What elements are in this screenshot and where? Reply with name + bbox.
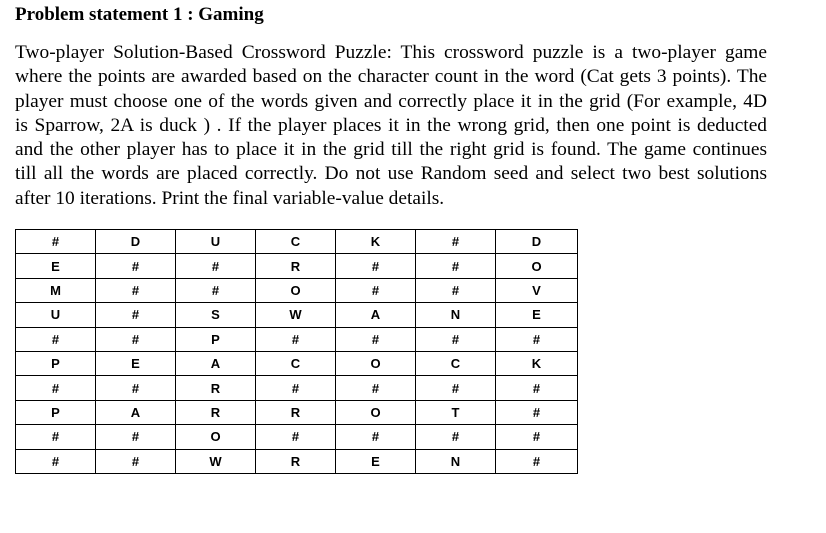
description-line: till all the words are placed correctly. Do not use Random seed and select two best solutions bbox=[15, 163, 767, 185]
grid-cell: V bbox=[496, 278, 578, 302]
grid-cell: # bbox=[96, 327, 176, 351]
grid-cell: # bbox=[496, 400, 578, 424]
grid-cell: N bbox=[416, 449, 496, 473]
grid-cell: C bbox=[256, 230, 336, 254]
grid-cell: # bbox=[496, 376, 578, 400]
crossword-grid bbox=[15, 229, 578, 474]
grid-cell: R bbox=[176, 400, 256, 424]
grid-cell: O bbox=[256, 278, 336, 302]
grid-cell: # bbox=[496, 449, 578, 473]
problem-description bbox=[15, 41, 767, 211]
grid-cell: A bbox=[176, 351, 256, 375]
grid-row bbox=[16, 351, 578, 375]
grid-cell: # bbox=[256, 376, 336, 400]
grid-cell: # bbox=[416, 376, 496, 400]
grid-cell: A bbox=[96, 400, 176, 424]
grid-cell: A bbox=[336, 303, 416, 327]
grid-cell: # bbox=[16, 449, 96, 473]
grid-row bbox=[16, 376, 578, 400]
description-line: after 10 iterations. Print the final variable-value details. bbox=[15, 187, 445, 209]
grid-cell: W bbox=[176, 449, 256, 473]
grid-cell: P bbox=[176, 327, 256, 351]
grid-cell: P bbox=[16, 400, 96, 424]
grid-cell: R bbox=[256, 400, 336, 424]
grid-cell: # bbox=[96, 254, 176, 278]
description-line: Two-player Solution-Based Crossword Puzzle: This crossword puzzle is a two-player game bbox=[15, 42, 767, 63]
grid-cell: K bbox=[496, 351, 578, 375]
grid-cell: D bbox=[496, 230, 578, 254]
grid-cell: # bbox=[496, 327, 578, 351]
grid-cell: W bbox=[256, 303, 336, 327]
grid-cell: # bbox=[416, 230, 496, 254]
grid-cell: # bbox=[16, 327, 96, 351]
grid-cell: # bbox=[96, 303, 176, 327]
grid-cell: O bbox=[336, 400, 416, 424]
grid-cell: K bbox=[336, 230, 416, 254]
grid-cell: T bbox=[416, 400, 496, 424]
grid-cell: # bbox=[16, 376, 96, 400]
grid-cell: # bbox=[256, 425, 336, 449]
grid-cell: # bbox=[256, 327, 336, 351]
grid-cell: # bbox=[416, 278, 496, 302]
grid-cell: # bbox=[416, 254, 496, 278]
grid-cell: # bbox=[336, 327, 416, 351]
grid-cell: P bbox=[16, 351, 96, 375]
grid-cell: # bbox=[416, 327, 496, 351]
grid-cell: R bbox=[176, 376, 256, 400]
grid-cell: # bbox=[16, 230, 96, 254]
grid-cell: E bbox=[496, 303, 578, 327]
grid-cell: # bbox=[96, 449, 176, 473]
grid-cell: O bbox=[336, 351, 416, 375]
grid-row bbox=[16, 327, 578, 351]
description-line: player must choose one of the words given and correctly place it in the grid (For example, 4D bbox=[15, 90, 767, 112]
problem-heading: Problem statement 1 : Gaming bbox=[15, 4, 264, 25]
description-line: where the points are awarded based on the character count in the word (Cat gets 3 points). The bbox=[15, 66, 767, 88]
grid-cell: O bbox=[496, 254, 578, 278]
grid-cell: # bbox=[336, 254, 416, 278]
grid-cell: D bbox=[96, 230, 176, 254]
grid-row bbox=[16, 449, 578, 473]
description-line: and the other player has to place it in the grid till the right grid is found. The game continues bbox=[15, 139, 767, 161]
grid-cell: # bbox=[176, 254, 256, 278]
grid-cell: # bbox=[96, 278, 176, 302]
grid-cell: # bbox=[176, 278, 256, 302]
grid-cell: E bbox=[96, 351, 176, 375]
grid-row bbox=[16, 278, 578, 302]
grid-cell: N bbox=[416, 303, 496, 327]
grid-cell: # bbox=[416, 425, 496, 449]
description-line: is Sparrow, 2A is duck ) . If the player places it in the wrong grid, then one point is deducted bbox=[15, 114, 767, 136]
grid-cell: # bbox=[496, 425, 578, 449]
grid-cell: E bbox=[336, 449, 416, 473]
grid-cell: # bbox=[96, 376, 176, 400]
grid-cell: # bbox=[336, 376, 416, 400]
grid-cell: U bbox=[16, 303, 96, 327]
grid-cell: S bbox=[176, 303, 256, 327]
grid-cell: R bbox=[256, 254, 336, 278]
grid-cell: R bbox=[256, 449, 336, 473]
grid-row bbox=[16, 303, 578, 327]
grid-cell: # bbox=[336, 278, 416, 302]
grid-cell: # bbox=[16, 425, 96, 449]
grid-row bbox=[16, 400, 578, 424]
grid-row bbox=[16, 254, 578, 278]
grid-cell: C bbox=[256, 351, 336, 375]
grid-row bbox=[16, 425, 578, 449]
grid-cell: U bbox=[176, 230, 256, 254]
grid-cell: C bbox=[416, 351, 496, 375]
grid-row bbox=[16, 230, 578, 254]
grid-cell: # bbox=[336, 425, 416, 449]
grid-cell: O bbox=[176, 425, 256, 449]
grid-cell: # bbox=[96, 425, 176, 449]
grid-cell: M bbox=[16, 278, 96, 302]
grid-cell: E bbox=[16, 254, 96, 278]
